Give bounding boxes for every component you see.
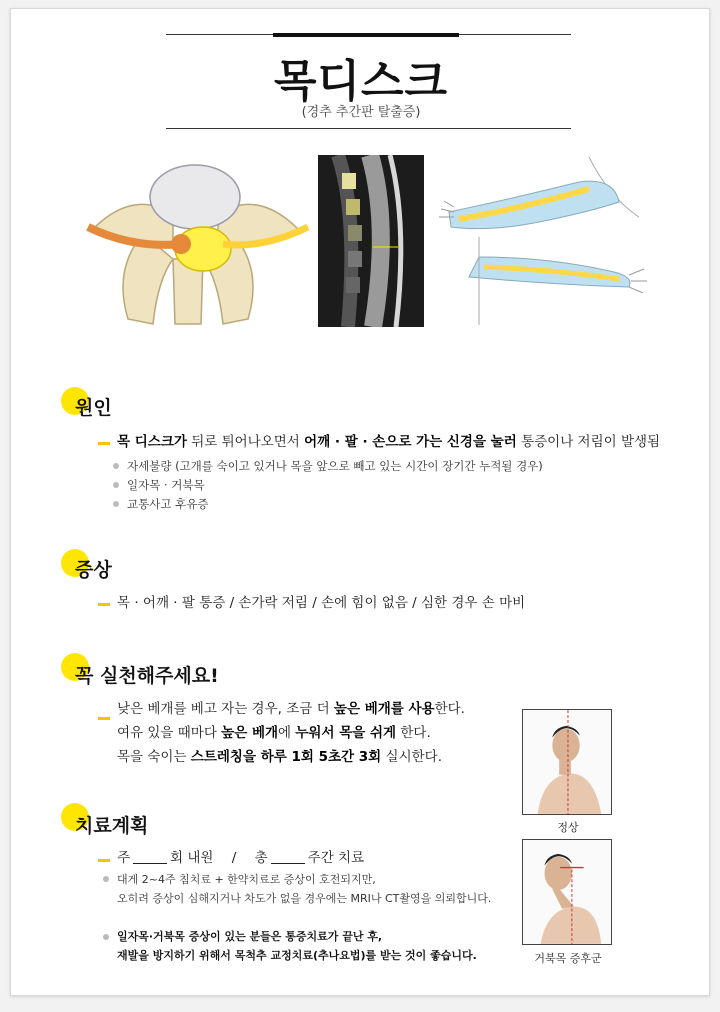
plan-visit-prefix: 주 — [117, 850, 131, 866]
header-bottom-rule — [166, 128, 571, 129]
practice-line-1-part: 낮은 베개를 베고 자는 경우, 조금 더 — [117, 701, 334, 717]
page-subtitle: (경추 추간판 탈출증) — [301, 105, 421, 120]
symptom-bullet-marker — [98, 603, 110, 606]
practice-line-3-bold: 스트레칭을 하루 1회 5초간 3회 — [190, 749, 382, 765]
plan-bold-note-line-2: 재발을 방지하기 위해서 목척추 교정치료(추나요법)를 받는 것이 좋습니다. — [117, 949, 477, 962]
page-title: 목디스크 — [273, 56, 448, 107]
cause-main-plain-2: 통증이나 저림이 발생됨 — [516, 434, 661, 450]
practice-line-1-bold: 높은 베개를 사용 — [333, 701, 435, 717]
practice-line-3-part: 목을 숙이는 — [117, 749, 191, 765]
practice-line-2-part: 한다. — [396, 725, 431, 741]
document-page — [10, 8, 710, 996]
symptom-heading: 증상 — [75, 559, 112, 581]
cause-item: 자세불량 (고개를 숙이고 있거나 목을 앞으로 빼고 있는 시간이 장기간 누적될 경우) — [127, 459, 543, 473]
practice-line-2-part: 에 — [278, 725, 296, 741]
normal-posture-caption: 정상 — [557, 821, 579, 834]
practice-bullet-marker — [98, 717, 110, 720]
plan-heading: 치료계획 — [75, 815, 149, 837]
practice-line-2-part: 여유 있을 때마다 — [117, 725, 222, 741]
arm-nerve-illustration — [439, 157, 649, 325]
normal-posture-photo — [522, 709, 612, 815]
plan-visit-blank[interactable] — [133, 863, 167, 864]
cause-heading: 원인 — [75, 397, 112, 419]
plan-bullet-marker — [98, 859, 110, 862]
plan-note-dot — [103, 876, 109, 882]
cause-main-text — [117, 430, 660, 450]
turtle-neck-photo — [522, 839, 612, 945]
header-accent-bar — [273, 33, 459, 37]
mri-image — [318, 155, 424, 327]
cause-item: 일자목 · 거북목 — [127, 478, 205, 492]
plan-note-line-1: 대게 2~4주 침치료 + 한약치료로 증상이 호전되지만, — [117, 873, 376, 886]
plan-total-suffix: 주간 치료 — [307, 850, 365, 866]
plan-separator: / — [231, 850, 237, 866]
plan-total-blank[interactable] — [271, 863, 305, 864]
turtle-neck-caption: 거북목 증후군 — [534, 952, 602, 965]
practice-heading: 꼭 실천해주세요! — [75, 665, 219, 687]
practice-line-2-bold: 누워서 목을 쉬게 — [295, 725, 397, 741]
practice-line-3-part: 실시한다. — [381, 749, 442, 765]
cause-main-bold-1: 목 디스크가 — [117, 434, 187, 450]
plan-total-prefix: 총 — [254, 850, 268, 866]
plan-schedule-line — [117, 846, 364, 866]
plan-bold-note-line-1: 일자목·거북목 증상이 있는 분들은 통증치료가 끝난 후, — [117, 930, 383, 943]
practice-line-1 — [117, 697, 465, 717]
cause-item: 교통사고 후유증 — [127, 497, 209, 511]
practice-line-2 — [117, 721, 431, 741]
practice-line-2-bold: 높은 베개 — [221, 725, 279, 741]
vertebra-illustration — [73, 159, 318, 329]
plan-note-line-2: 오히려 증상이 심해지거나 차도가 없을 경우에는 MRI나 CT촬영을 의뢰합니다. — [117, 892, 492, 905]
practice-line-1-part: 한다. — [434, 701, 465, 717]
practice-line-3 — [117, 745, 442, 765]
cause-main-bold-2: 어깨 · 팔 · 손으로 가는 신경을 눌러 — [304, 434, 517, 450]
cause-bullet-marker — [98, 442, 110, 445]
symptom-main-text: 목 · 어깨 · 팔 통증 / 손가락 저림 / 손에 힘이 없음 / 심한 경우 손 마비 — [117, 595, 526, 611]
cause-main-plain-1: 뒤로 튀어나오면서 — [186, 434, 305, 450]
plan-visit-suffix: 회 내원 — [170, 850, 214, 866]
plan-bold-note-dot — [103, 934, 109, 940]
